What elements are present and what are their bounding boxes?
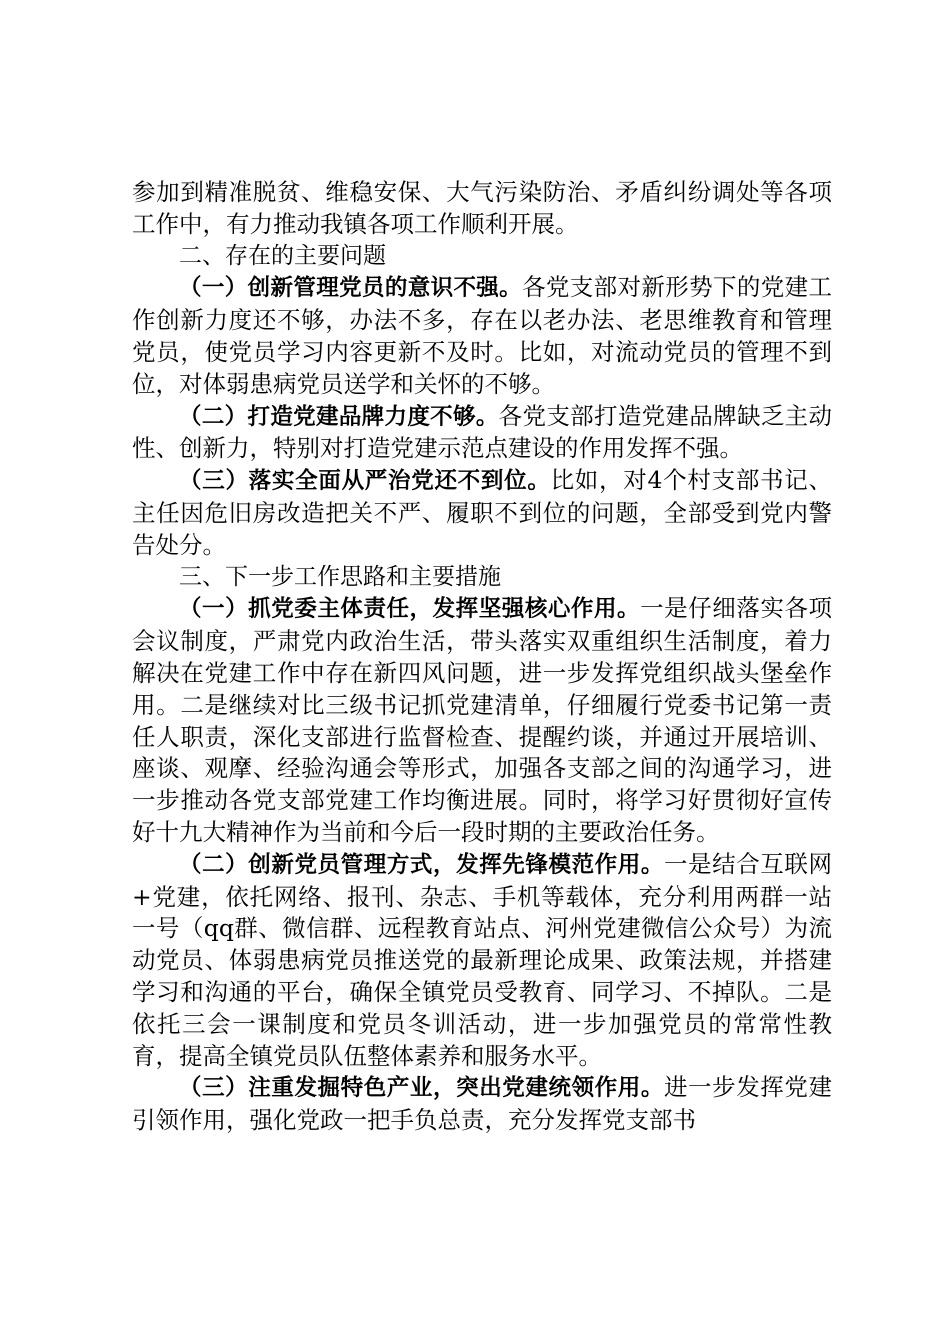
section-heading-measures: 三、下一步工作思路和主要措施 (179, 563, 501, 590)
paragraph-problem-3 (132, 465, 832, 561)
paragraph-measure-3 (132, 1072, 832, 1137)
paragraph-lead: （三）落实全面从严治党还不到位。 (179, 468, 551, 495)
paragraph-text: 各党支部打造党建品牌缺乏主动性、创新力，特别对打造党建示范点建设的作用发挥不强。 (132, 401, 832, 463)
paragraph-lead: （三）注重发掘特色产业，突出党建统领作用。 (179, 1075, 664, 1102)
paragraph-continuation: 参加到精准脱贫、维稳安保、大气污染防治、矛盾纠纷调处等各项工作中，有力推动我镇各项工作顺利开展。 (132, 178, 832, 238)
paragraph-text: 各党支部对新形势下的党建工作创新力度还不够，办法不多，存在以老办法、老思维教育和管理党员，使党员学习内容更新不及时。比如，对流动党员的管理不到位，对体弱患病党员送学和关怀的不够。 (132, 273, 832, 398)
paragraph-measure-2 (132, 849, 832, 1073)
document-body (132, 177, 832, 1137)
section-heading-problems: 二、存在的主要问题 (179, 242, 386, 269)
paragraph-problem-2 (132, 401, 832, 466)
paragraph-lead: （二）创新党员管理方式，发挥先锋模范作用。 (179, 851, 664, 878)
paragraph-lead: （二）打造党建品牌力度不够。 (179, 403, 499, 430)
paragraph-measure-1 (132, 593, 832, 848)
paragraph-text: 一是结合互联网+党建，依托网络、报刊、杂志、手机等载体，充分利用两群一站一号（qq群、微信群、远程教育站点、河州党建微信公众号）为流动党员、体弱患病党员推送党的最新理论成果、政策法规，并搭建学习和沟通的平台，确保全镇党员受教育、同学习、不掉队。二是依托三会一课制度和党员冬训活动，进一步加强党员的常常性教育，提高全镇党员队伍整体素养和服务水平。 (132, 849, 832, 1070)
paragraph-text: 进一步发挥党建引领作用，强化党政一把手负总责，充分发挥党支部书 (132, 1073, 832, 1135)
paragraph-lead: （一）抓党委主体责任，发挥坚强核心作用。 (179, 596, 641, 623)
paragraph-text: 一是仔细落实各项会议制度，严肃党内政治生活，带头落实双重组织生活制度，着力解决在党建工作中存在新四风问题，进一步发挥党组织战头堡垒作用。二是继续对比三级书记抓党建清单，仔细履行党委书记第一责任人职责，深化支部进行监督检查、提醒约谈，并通过开展培训、座谈、观摩、经验沟通会等形式，加强各支部之间的沟通学习，进一步推动各党支部党建工作均衡进展。同时，将学习好贯彻好宣传好十九大精神作为当前和今后一段时期的主要政治任务。 (132, 594, 832, 846)
paragraph-text: 比如，对4个村支部书记、主任因危旧房改造把关不严、履职不到位的问题，全部受到党内警告处分。 (132, 466, 832, 559)
paragraph-problem-1 (132, 272, 832, 400)
paragraph-lead: （一）创新管理党员的意识不强。 (179, 275, 523, 302)
